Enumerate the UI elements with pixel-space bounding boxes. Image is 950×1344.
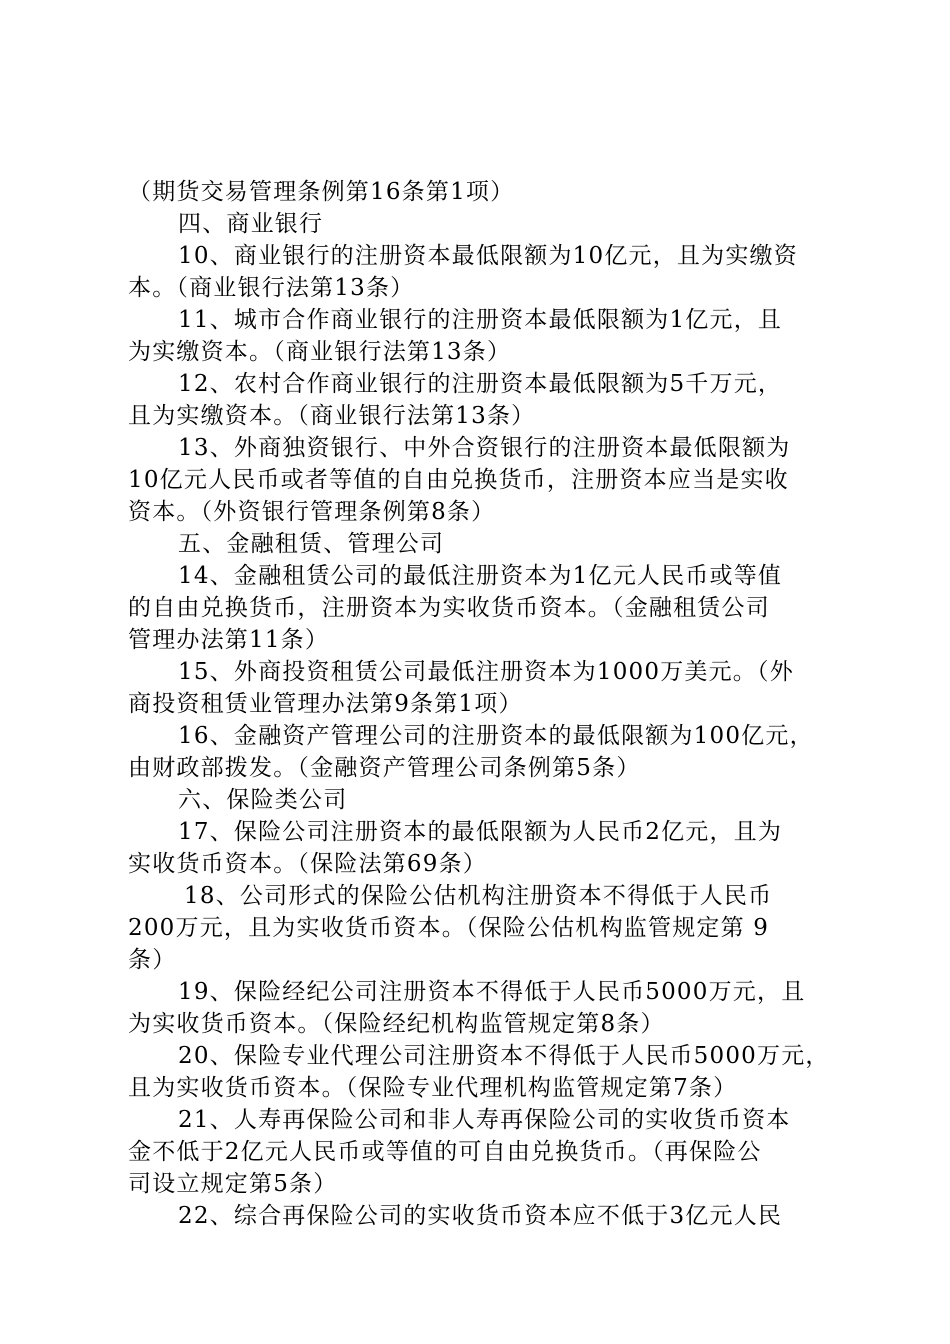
text-line: 的自由兑换货币，注册资本为实收货币资本。（金融租赁公司 [128, 595, 770, 621]
text-line: 12、农村合作商业银行的注册资本最低限额为5千万元， [178, 371, 783, 397]
text-line: 且为实缴资本。（商业银行法第13条） [128, 403, 536, 429]
text-line: 本。（商业银行法第13条） [128, 275, 415, 301]
text-line: 19、保险经纪公司注册资本不得低于人民币5000万元，且 [178, 979, 806, 1005]
text-line: 为实缴资本。（商业银行法第13条） [128, 339, 512, 365]
text-line: 200万元，且为实收货币资本。（保险公估机构监管规定第 9 [128, 915, 770, 941]
text-line: 管理办法第11条） [128, 627, 330, 653]
text-line: 金不低于2亿元人民币或等值的可自由兑换货币。（再保险公 [128, 1139, 762, 1165]
section-heading: 四、商业银行 [178, 211, 324, 237]
text-line: 11、城市合作商业银行的注册资本最低限额为1亿元，且 [178, 307, 783, 333]
text-line: 17、保险公司注册资本的最低限额为人民币2亿元，且为 [178, 819, 783, 845]
section-heading: 六、保险类公司 [178, 787, 348, 813]
text-line: 18、公司形式的保险公估机构注册资本不得低于人民币 [184, 883, 773, 909]
text-line: 资本。（外资银行管理条例第8条） [128, 499, 496, 525]
text-line: 商投资租赁业管理办法第9条第1项） [128, 691, 523, 717]
text-line: 10、商业银行的注册资本最低限额为10亿元，且为实缴资 [178, 243, 798, 269]
text-line: 10亿元人民币或者等值的自由兑换货币，注册资本应当是实收 [128, 467, 789, 493]
text-line: 且为实收货币资本。（保险专业代理机构监管规定第7条） [128, 1075, 738, 1101]
text-line: 由财政部拨发。（金融资产管理公司条例第5条） [128, 755, 641, 781]
text-line: 为实收货币资本。（保险经纪机构监管规定第8条） [128, 1011, 665, 1037]
text-line: 21、人寿再保险公司和非人寿再保险公司的实收货币资本 [178, 1107, 791, 1133]
text-line: 20、保险专业代理公司注册资本不得低于人民币5000万元， [178, 1043, 830, 1069]
text-line: 条） [128, 947, 177, 973]
text-line: 15、外商投资租赁公司最低注册资本为1000万美元。（外 [178, 659, 794, 685]
section-heading: 五、金融租赁、管理公司 [178, 531, 445, 557]
text-line: （期货交易管理条例第16条第1项） [128, 179, 515, 205]
text-line: 司设立规定第5条） [128, 1171, 338, 1197]
text-line: 实收货币资本。（保险法第69条） [128, 851, 487, 877]
text-line: 13、外商独资银行、中外合资银行的注册资本最低限额为 [178, 435, 791, 461]
text-line: 16、金融资产管理公司的注册资本的最低限额为100亿元， [178, 723, 814, 749]
text-line: 22、综合再保险公司的实收货币资本应不低于3亿元人民 [178, 1203, 783, 1229]
text-line: 14、金融租赁公司的最低注册资本为1亿元人民币或等值 [178, 563, 783, 589]
